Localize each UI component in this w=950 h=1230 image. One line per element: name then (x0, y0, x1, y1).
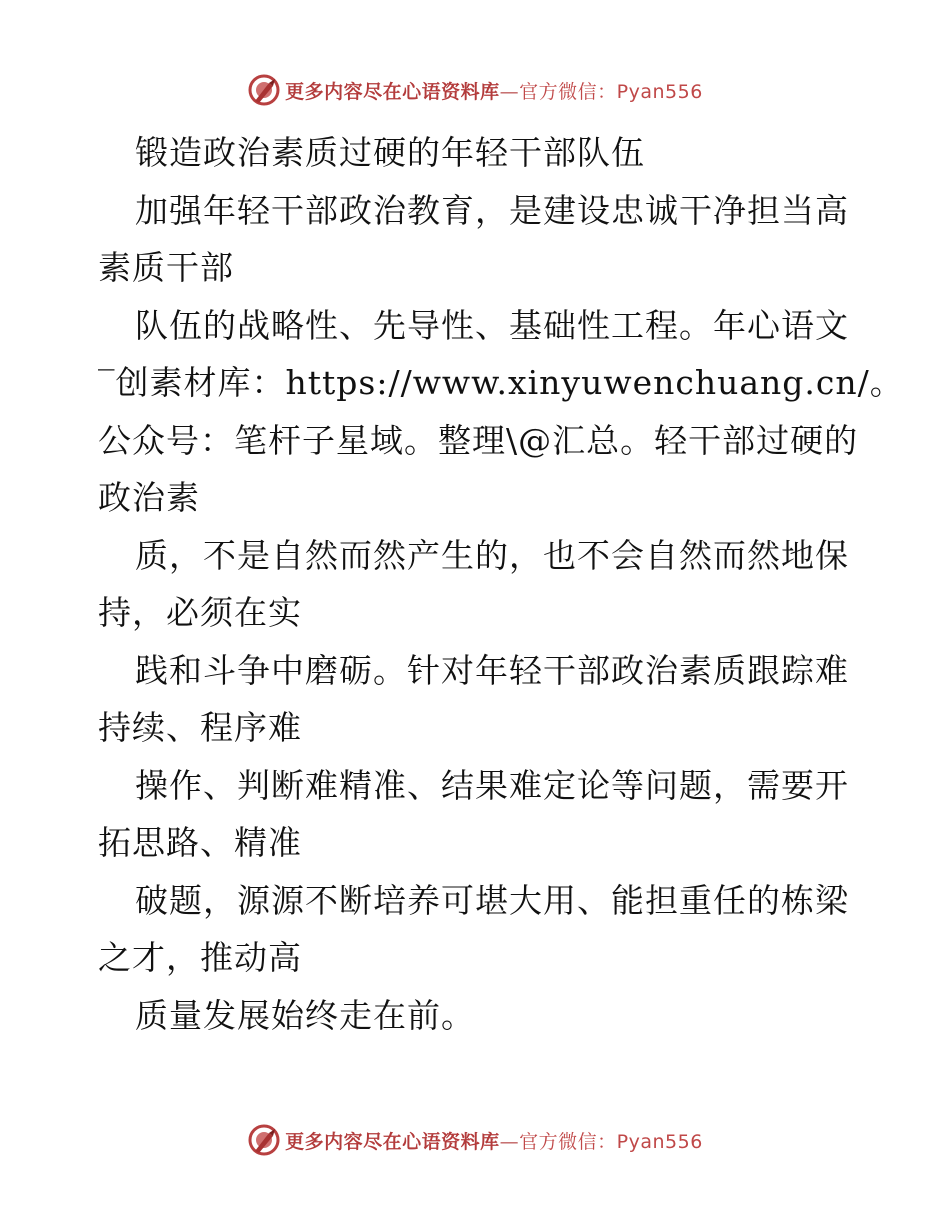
paragraph-line: 政治素 (98, 478, 200, 517)
document-title: 锻造政治素质过硬的年轻干部队伍 (135, 133, 645, 172)
document-body (98, 124, 904, 1044)
paragraph-line: 加强年轻干部政治教育，是建设忠诚干净担当高 (135, 190, 849, 230)
paragraph-line: 践和斗争中磨砺。针对年轻干部政治素质跟踪难 (135, 650, 849, 690)
header-separator: — (499, 80, 520, 103)
pen-nib-logo-icon (247, 73, 281, 107)
paragraph-line: 队伍的战略性、先导性、基础性工程。年心语文 (135, 305, 849, 345)
paragraph-line: 破题，源源不断培养可堪大用、能担重任的栋梁 (135, 880, 849, 920)
paragraph-line: 公众号：笔杆子星域。整理\@汇总。轻干部过硬的 (98, 420, 859, 460)
paragraph-line: 质，不是自然而然产生的，也不会自然而然地保 (135, 535, 849, 575)
header-banner-text (285, 77, 703, 104)
pen-nib-logo-icon (247, 1123, 281, 1157)
paragraph-line: 素质干部 (98, 248, 234, 287)
header-banner (0, 70, 950, 110)
paragraph-line: ‾创素材库：https://www.xinyuwenchuang.cn/。 (98, 363, 904, 402)
footer-banner-text (285, 1127, 703, 1154)
paragraph-line: 拓思路、精准 (98, 823, 302, 862)
footer-brand-text: 更多内容尽在心语资料库 (285, 1130, 500, 1153)
header-brand-text: 更多内容尽在心语资料库 (285, 80, 500, 103)
paragraph-line: 持续、程序难 (98, 708, 302, 747)
footer-separator: — (499, 1130, 520, 1153)
paragraph-line: 持，必须在实 (98, 593, 302, 632)
header-contact-text: 官方微信：Pyan556 (519, 80, 703, 103)
footer-banner (0, 1120, 950, 1160)
footer-contact-text: 官方微信：Pyan556 (519, 1130, 703, 1153)
paragraph-line: 操作、判断难精准、结果难定论等问题，需要开 (135, 765, 849, 805)
paragraph-line: 质量发展始终走在前。 (135, 995, 475, 1035)
paragraph-line: 之才，推动高 (98, 938, 302, 977)
